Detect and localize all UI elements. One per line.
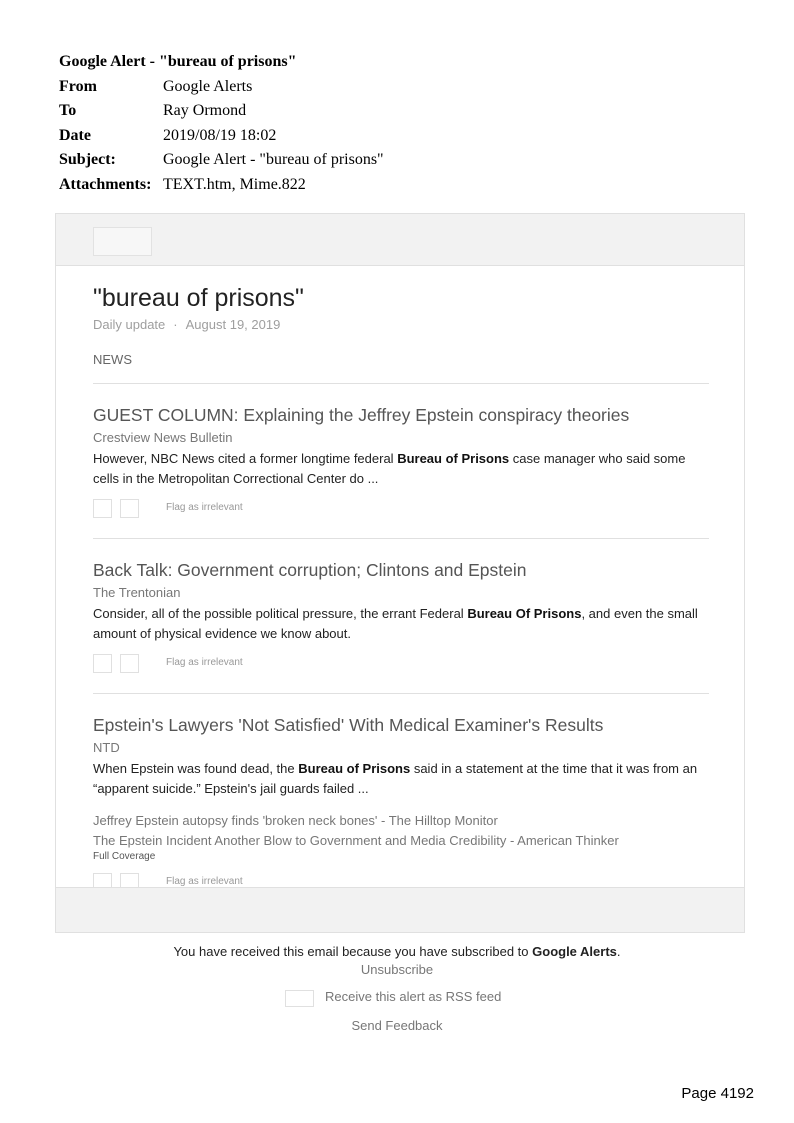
header-label: From (59, 77, 97, 95)
snippet-text: Consider, all of the possible political pressure, the errant Federal (93, 606, 468, 621)
news-item (93, 694, 709, 912)
header-label: Attachments: (59, 175, 152, 193)
flag-irrelevant-link[interactable]: Flag as irrelevant (166, 657, 243, 668)
news-item-source: The Trentonian (93, 585, 181, 600)
share-icon-placeholder[interactable] (93, 499, 112, 518)
page-number: Page 4192 (681, 1085, 754, 1102)
email-bottom-bar (56, 887, 744, 932)
rss-row (0, 989, 794, 1007)
news-item-snippet (93, 449, 709, 489)
alert-meta (93, 316, 709, 334)
news-item-snippet (93, 604, 709, 644)
related-articles (93, 811, 709, 851)
news-item-title-link[interactable]: GUEST COLUMN: Explaining the Jeffrey Epstein conspiracy theories (93, 405, 630, 425)
snippet-text: said in a statement at the time that it was from an “apparent suicide.” Epstein's jail guards failed ... (93, 761, 698, 796)
related-article-link[interactable]: Jeffrey Epstein autopsy finds 'broken neck bones' - The Hilltop Monitor (93, 813, 498, 828)
snippet-text: , and even the small amount of physical evidence we know about. (93, 606, 698, 641)
rss-feed-link[interactable]: Receive this alert as RSS feed (325, 989, 502, 1004)
send-feedback-link[interactable]: Send Feedback (351, 1018, 443, 1033)
notice-text: . (616, 944, 621, 959)
header-subject (59, 148, 384, 173)
snippet-text: However, NBC News cited a former longtime federal (93, 451, 398, 466)
share-icon-placeholder[interactable] (93, 654, 112, 673)
header-value: 2019/08/19 18:02 (163, 126, 277, 144)
email-header (59, 50, 384, 197)
notice-brand: Google Alerts (532, 944, 617, 959)
header-date (59, 124, 384, 149)
flag-irrelevant-link[interactable]: Flag as irrelevant (166, 502, 243, 513)
news-item-actions (93, 499, 709, 519)
meta-separator: · (173, 317, 178, 332)
email-top-bar (56, 214, 744, 266)
flag-irrelevant-link[interactable]: Flag as irrelevant (166, 876, 243, 887)
notice-text: You have received this email because you have subscribed to (173, 944, 533, 959)
snippet-highlight: Bureau of Prisons (298, 761, 411, 776)
header-value: Google Alert - "bureau of prisons" (163, 151, 384, 168)
google-logo-placeholder (93, 227, 152, 256)
header-label: Date (59, 126, 91, 144)
header-from (59, 75, 384, 100)
news-item-title-link[interactable]: Back Talk: Government corruption; Clintons and Epstein (93, 560, 527, 580)
news-item-title-link[interactable]: Epstein's Lawyers 'Not Satisfied' With Medical Examiner's Results (93, 715, 604, 735)
news-item-actions (93, 654, 709, 674)
snippet-highlight: Bureau Of Prisons (467, 606, 582, 621)
header-to (59, 99, 384, 124)
header-attachments (59, 173, 384, 198)
alert-content (93, 282, 709, 912)
alert-date: August 19, 2019 (185, 317, 281, 332)
news-item-source: NTD (93, 740, 120, 755)
share-icon-placeholder[interactable] (120, 499, 139, 518)
header-value: Google Alerts (163, 77, 253, 95)
header-label: To (59, 102, 77, 119)
news-item-snippet (93, 759, 709, 799)
related-article-link[interactable]: The Epstein Incident Another Blow to Government and Media Credibility - American Thinker (93, 833, 619, 848)
snippet-text: When Epstein was found dead, the (93, 761, 299, 776)
alert-frequency: Daily update (93, 317, 166, 332)
email-title: Google Alert - "bureau of prisons" (59, 53, 297, 70)
email-footer (0, 943, 794, 1035)
snippet-text: case manager who said some cells in the Metropolitan Correctional Center do ... (93, 451, 686, 486)
header-value: TEXT.htm, Mime.822 (163, 175, 306, 193)
header-value: Ray Ormond (163, 102, 247, 119)
news-item (93, 384, 709, 539)
share-icon-placeholder[interactable] (120, 654, 139, 673)
section-heading: NEWS (93, 351, 709, 384)
alert-title: "bureau of prisons" (93, 284, 304, 312)
news-item-source: Crestview News Bulletin (93, 430, 233, 445)
snippet-highlight: Bureau of Prisons (397, 451, 510, 466)
full-coverage-link[interactable]: Full Coverage (93, 851, 156, 862)
header-label: Subject: (59, 151, 116, 168)
news-item (93, 539, 709, 694)
subscription-notice (0, 943, 794, 961)
rss-icon[interactable] (285, 990, 314, 1007)
unsubscribe-link[interactable]: Unsubscribe (360, 962, 434, 977)
email-body-frame (55, 213, 745, 933)
